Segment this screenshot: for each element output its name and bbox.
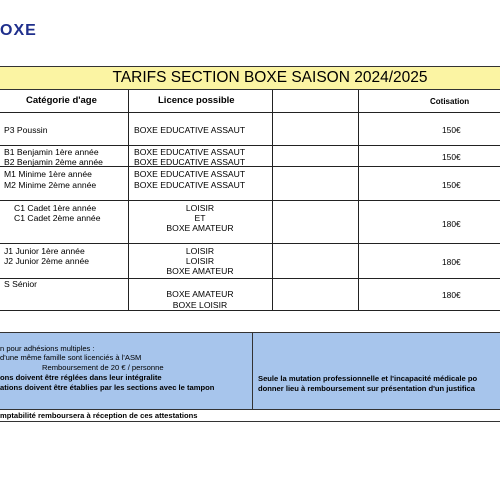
row-category: J1 Junior 1ère année (4, 246, 85, 256)
row-price: 180€ (442, 219, 461, 229)
grid-line (0, 112, 500, 113)
column-header-cotisation: Cotisation (430, 97, 470, 106)
note-line: ations doivent être établies par les sections avec le tampon (0, 383, 215, 392)
row-category: M1 Minime 1ère année (4, 169, 92, 179)
row-licence: LOISIR (185, 256, 215, 266)
row-licence: BOXE EDUCATIVE ASSAUT (134, 180, 246, 190)
row-licence: BOXE EDUCATIVE ASSAUT (134, 157, 246, 167)
row-licence: BOXE EDUCATIVE ASSAUT (134, 169, 246, 179)
note-line: ons doivent être réglées dans leur intégralite (0, 373, 162, 382)
row-licence: BOXE AMATEUR (166, 266, 234, 276)
row-category: M2 Minime 2ème année (4, 180, 97, 190)
row-category: S Sénior (4, 279, 37, 289)
note-line: Remboursement de 20 € / personne (42, 363, 164, 372)
note-line: n pour adhésions multiples : (0, 344, 95, 353)
row-category: B1 Benjamin 1ère année (4, 147, 99, 157)
row-category: B2 Benjamin 2ème année (4, 157, 103, 167)
row-licence: BOXE EDUCATIVE ASSAUT (134, 125, 246, 135)
note-line-right: Seule la mutation professionnelle et l'incapacité médicale po (258, 374, 478, 383)
row-category: P3 Poussin (4, 125, 48, 135)
grid-line (0, 278, 500, 279)
row-category: C1 Cadet 2ème année (14, 213, 101, 223)
column-header-licence: Licence possible (158, 95, 235, 106)
row-price: 180€ (442, 257, 461, 267)
footer-note: mptabilité remboursera à réception de ces attestations (0, 411, 198, 420)
row-licence: BOXE EDUCATIVE ASSAUT (134, 147, 246, 157)
row-licence: ET (194, 213, 206, 223)
grid-line (0, 145, 500, 146)
row-price: 180€ (442, 290, 461, 300)
column-header-category: Catégorie d'age (26, 95, 97, 106)
row-licence: LOISIR (185, 246, 215, 256)
row-price: 150€ (442, 180, 461, 190)
row-licence: LOISIR (185, 203, 215, 213)
club-logo-text: OXE (0, 22, 37, 39)
page-title: TARIFS SECTION BOXE SAISON 2024/2025 (0, 66, 500, 90)
grid-line (0, 310, 500, 311)
grid-line (0, 200, 500, 201)
row-licence: BOXE AMATEUR (166, 289, 234, 299)
note-line-right: donner lieu à remboursement sur présentation d'un justifica (258, 384, 476, 393)
notes-divider (252, 332, 253, 422)
grid-line (128, 90, 129, 310)
row-price: 150€ (442, 152, 461, 162)
grid-line (0, 243, 500, 244)
note-line: d'une même famille sont licenciés à l'ASM (0, 353, 142, 362)
grid-line (272, 90, 273, 310)
row-licence: BOXE AMATEUR (166, 223, 234, 233)
row-category: C1 Cadet 1ère année (14, 203, 97, 213)
row-price: 150€ (442, 125, 461, 135)
grid-line (358, 90, 359, 310)
row-licence: BOXE LOISIR (172, 300, 228, 310)
row-category: J2 Junior 2ème année (4, 256, 90, 266)
